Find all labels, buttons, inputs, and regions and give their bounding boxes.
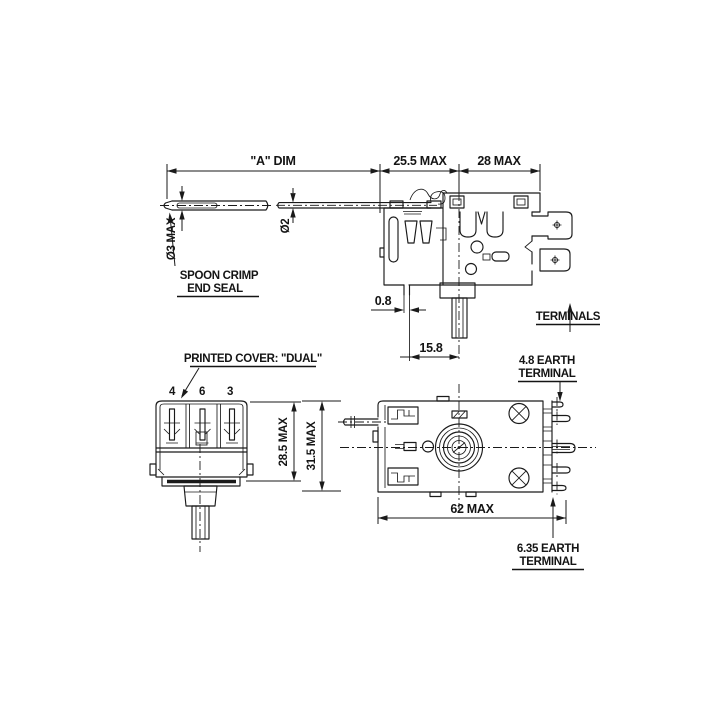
spoon-crimp-label-2: END SEAL	[187, 283, 243, 295]
side-view-dimension-chain	[167, 164, 540, 213]
spindle-side-view	[440, 283, 475, 338]
earth-4-8-label-1: 4.8 EARTH	[518, 355, 576, 367]
dim-28-label: 28 MAX	[477, 154, 521, 168]
spoon-crimp-label-1: SPOON CRIMP	[179, 270, 259, 282]
screw-heads	[509, 404, 529, 489]
dim-25-5-label: 25.5 MAX	[393, 154, 447, 168]
dim-62-label: 62 MAX	[450, 502, 494, 516]
terminal-number-4: 4	[168, 386, 176, 398]
terminal-number-3: 3	[226, 386, 234, 398]
dim-31-5-label: 31.5 MAX	[306, 421, 318, 471]
plan-view	[302, 382, 596, 538]
dim-28-5-label: 28.5 MAX	[278, 417, 290, 467]
terminals-label: TERMINALS	[535, 311, 601, 323]
dia-bulb-label: Ø3 MAX	[166, 217, 178, 261]
brand-mark	[403, 212, 422, 215]
plan-view-terminal-blades	[543, 397, 575, 495]
earth-6-35-label-2: TERMINAL	[519, 556, 577, 568]
dim-0-8-label: 0.8	[374, 294, 392, 308]
capillary-tube	[160, 186, 437, 266]
earth-4-8-label-2: TERMINAL	[518, 368, 576, 380]
side-view-terminals	[532, 212, 572, 271]
thermostat-body-side-view	[380, 189, 572, 362]
end-view-terminal-clips	[164, 409, 240, 445]
dia-capillary-label: Ø2	[280, 218, 292, 234]
dim-15-8-label: 15.8	[419, 341, 443, 355]
terminal-number-6: 6	[198, 386, 206, 398]
dim-a-label: "A" DIM	[250, 154, 296, 168]
printed-cover-label: PRINTED COVER: "DUAL"	[183, 353, 323, 365]
earth-6-35-label-1: 6.35 EARTH	[516, 543, 580, 555]
